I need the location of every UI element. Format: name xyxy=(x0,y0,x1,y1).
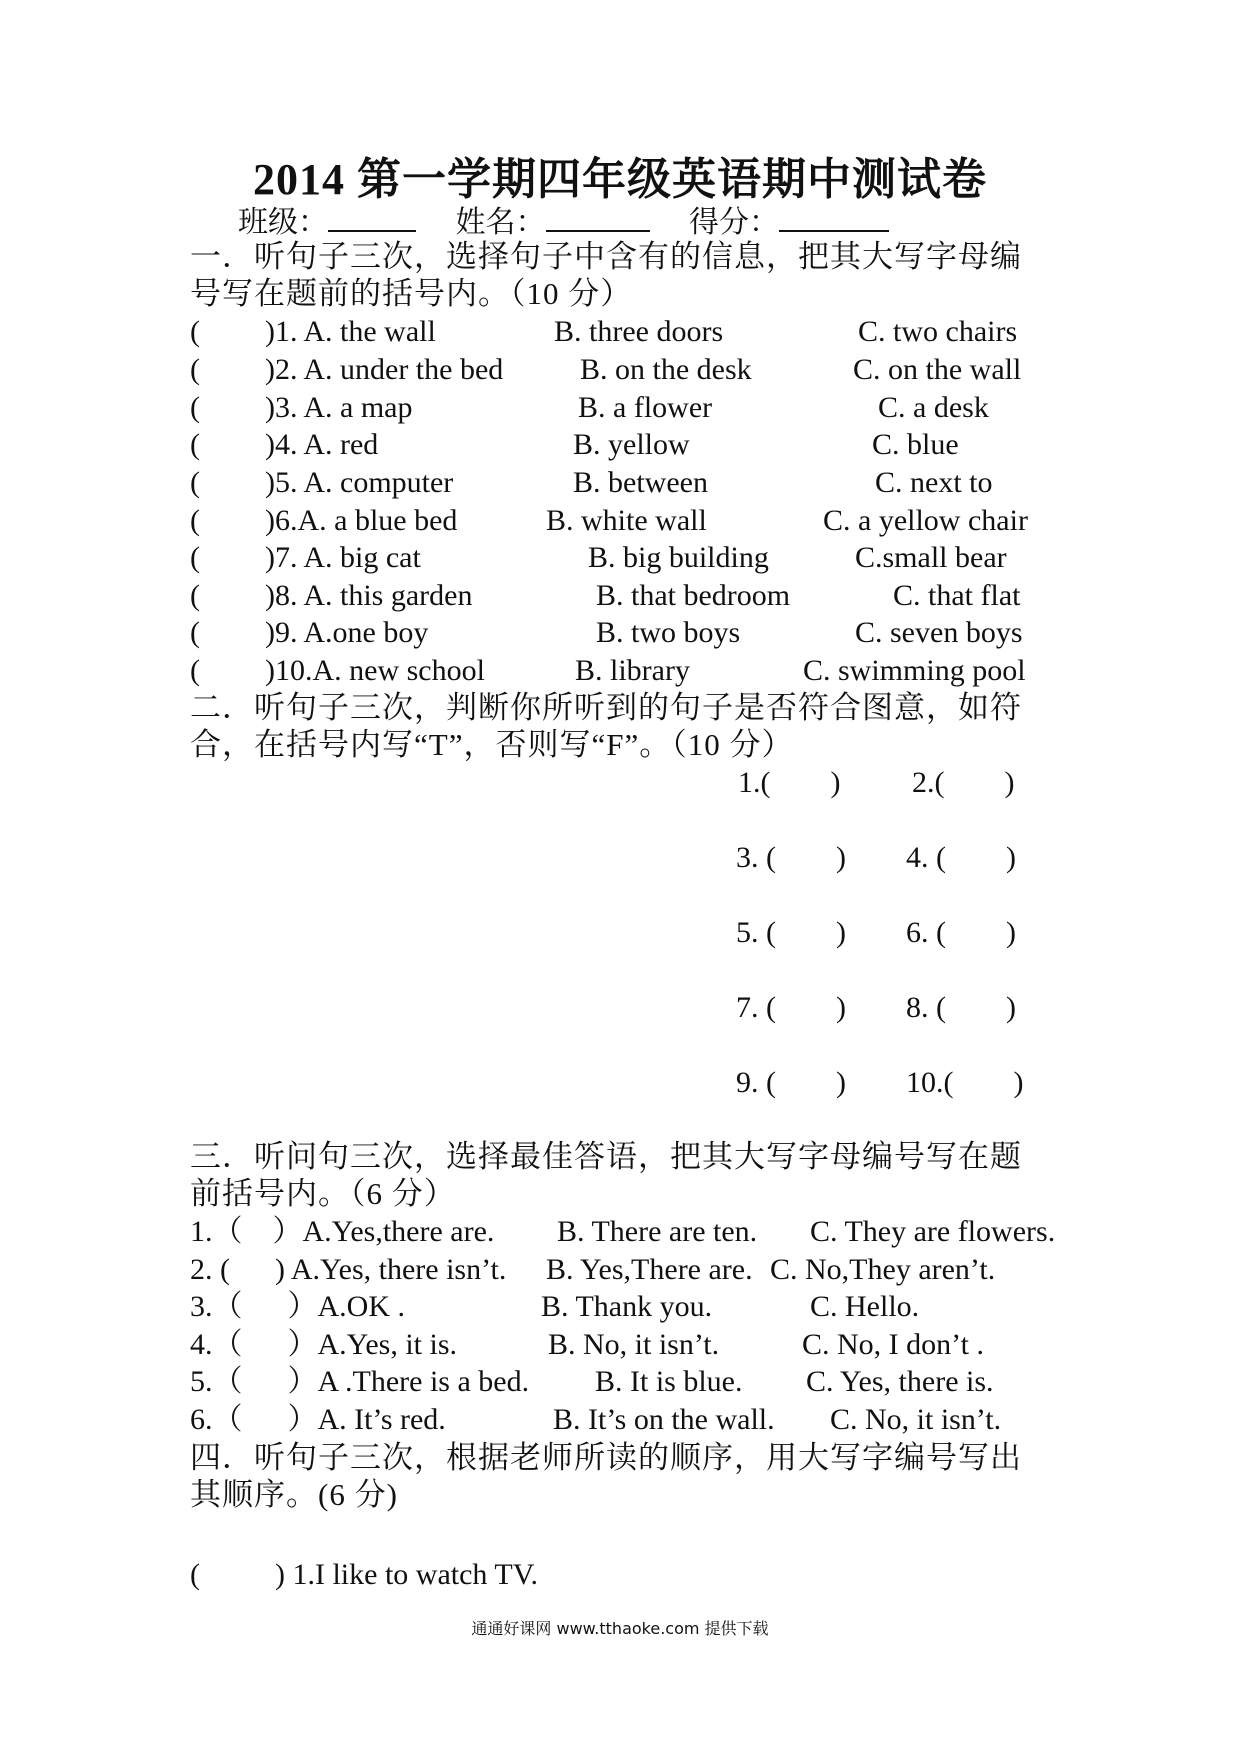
section2-heading-line2: 合，在括号内写“T”，否则写“F”。（10 分） xyxy=(190,727,794,762)
question-row: ( )10.A. new school B. library C. swimming pool xyxy=(190,654,1026,687)
section4-item: ( ) 1.I like to watch TV. xyxy=(190,1558,539,1591)
question-row: ( )3. A. a map B. a flower C. a desk xyxy=(190,391,989,424)
section4-heading xyxy=(190,1439,1070,1513)
question-row: 4.（ ）A.Yes, it is. B. No, it isn’t. C. No, I don’t . xyxy=(190,1328,984,1361)
section1-heading-line1: 一．听句子三次，选择句子中含有的信息，把其大写字母编 xyxy=(190,239,1022,274)
section4-heading-line1: 四．听句子三次，根据老师所读的顺序，用大写字编号写出 xyxy=(190,1440,1022,1475)
question-row: 5.（ ）A .There is a bed. B. It is blue. C. Yes, there is. xyxy=(190,1365,994,1398)
student-info xyxy=(238,200,889,243)
tf-answer-slot: 1.( ) xyxy=(738,766,841,799)
tf-answer-slot: 5. ( ) xyxy=(736,916,846,949)
question-row: ( )1. A. the wall B. three doors C. two chairs xyxy=(190,315,1018,348)
section2-heading xyxy=(190,689,1070,763)
question-row: 2. ( ) A.Yes, there isn’t. B. Yes,There are. C. No,They aren’t. xyxy=(190,1253,996,1286)
tf-answer-slot: 8. ( ) xyxy=(906,991,1016,1024)
section3-heading-line2: 前括号内。（6 分） xyxy=(190,1176,456,1211)
footer-credit: 通通好课网 www.tthaoke.com 提供下载 xyxy=(471,1619,769,1638)
tf-answer-slot: 2.( ) xyxy=(912,766,1015,799)
tf-answer-slot: 4. ( ) xyxy=(906,841,1016,874)
name-blank xyxy=(546,200,650,232)
question-row: ( )7. A. big cat B. big building C.small bear xyxy=(190,541,1007,574)
score-label: 得分： xyxy=(689,206,779,239)
question-row: 3.（ ）A.OK . B. Thank you. C. Hello. xyxy=(190,1290,920,1323)
section1-heading-line2: 号写在题前的括号内。（10 分） xyxy=(190,276,633,311)
question-row: ( )8. A. this garden B. that bedroom C. that flat xyxy=(190,579,1021,612)
page-title: 2014 第一学期四年级英语期中测试卷 xyxy=(253,155,987,204)
section4-heading-line2: 其顺序。(6 分) xyxy=(190,1477,398,1512)
question-row: ( )5. A. computer B. between C. next to xyxy=(190,466,993,499)
question-row: ( )9. A.one boy B. two boys C. seven boys xyxy=(190,616,1023,649)
question-row: ( )4. A. red B. yellow C. blue xyxy=(190,428,959,461)
question-row: ( )2. A. under the bed B. on the desk C. on the wall xyxy=(190,353,1022,386)
tf-answer-slot: 6. ( ) xyxy=(906,916,1016,949)
class-label: 班级： xyxy=(238,206,328,239)
name-label: 姓名： xyxy=(455,206,546,239)
section3-heading-line1: 三．听问句三次，选择最佳答语，把其大写字母编号写在题 xyxy=(190,1139,1022,1174)
tf-answer-slot: 9. ( ) xyxy=(736,1066,846,1099)
tf-answer-slot: 3. ( ) xyxy=(736,841,846,874)
section3-heading xyxy=(190,1138,1070,1212)
section1-heading xyxy=(190,238,1070,312)
question-row: 1.（ ）A.Yes,there are. B. There are ten. C. They are flowers. xyxy=(190,1215,1056,1248)
section2-heading-line1: 二．听句子三次，判断你所听到的句子是否符合图意，如符 xyxy=(190,690,1022,725)
question-row: ( )6.A. a blue bed B. white wall C. a yellow chair xyxy=(190,504,1028,537)
tf-answer-slot: 10.( ) xyxy=(906,1066,1024,1099)
tf-answer-slot: 7. ( ) xyxy=(736,991,846,1024)
class-blank xyxy=(328,200,416,232)
score-blank xyxy=(779,200,889,232)
question-row: 6.（ ）A. It’s red. B. It’s on the wall. C. No, it isn’t. xyxy=(190,1403,1002,1436)
